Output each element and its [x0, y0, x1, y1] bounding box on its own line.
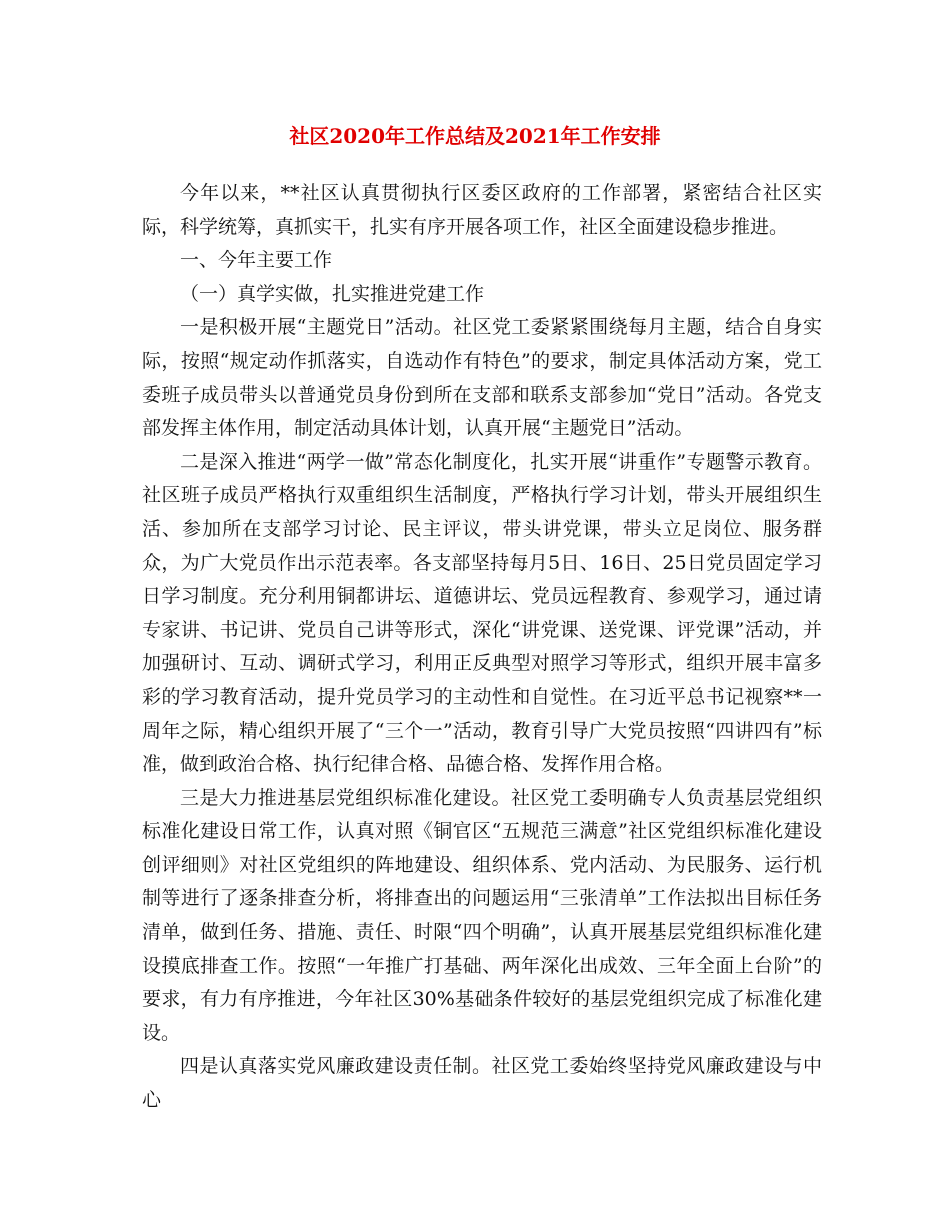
document-title: 社区2020年工作总结及2021年工作安排: [289, 124, 661, 148]
paragraph-intro: 今年以来，**社区认真贯彻执行区委区政府的工作部署，紧密结合社区实际，科学统筹，真抓实干，扎实有序开展各项工作，社区全面建设稳步推进。: [142, 182, 822, 238]
paragraph-integrity: 四是认真落实党风廉政建设责任制。社区党工委始终坚持党风廉政建设与中心: [142, 1055, 822, 1112]
subsection-heading: （一）真学实做，扎实推进党建工作: [180, 282, 485, 305]
paragraph-theme-party-day: 一是积极开展“主题党日”活动。社区党工委紧紧围绕每月主题，结合自身实际，按照“规定动作抓落实，自选动作有特色”的要求，制定具体活动方案，党工委班子成员带头以普通党员身份到所在支部和联系支部参加“党日”活动。各党支部发挥主体作用，制定活动具体计划，认真开展“主题党日”活动。: [142, 316, 822, 440]
section-heading: 一、今年主要工作: [180, 249, 333, 272]
paragraph-standardization: 三是大力推进基层党组织标准化建设。社区党工委明确专人负责基层党组织标准化建设日常工作，认真对照《铜官区“五规范三满意”社区党组织标准化建设创评细则》对社区党组织的阵地建设、组织体系、党内活动、为民服务、运行机制等进行了逐条排查分析，将排查出的问题运用“三张清单”工作法拟出目标任务清单，做到任务、措施、责任、时限“四个明确”，认真开展基层党组织标准化建设摸底排查工作。按照“一年推广打基础、两年深化出成效、三年全面上台阶”的要求，有力有序推进，今年社区30%基础条件较好的基层党组织完成了标准化建设。: [142, 786, 822, 1044]
paragraph-two-studies: 二是深入推进“两学一做”常态化制度化，扎实开展“讲重作”专题警示教育。社区班子成员严格执行双重组织生活制度，严格执行学习计划，带头开展组织生活、参加所在支部学习讨论、民主评议，带头讲党课，带头立足岗位、服务群众，为广大党员作出示范表率。各支部坚持每月5日、16日、25日党员固定学习日学习制度。充分利用铜都讲坛、道德讲坛、党员远程教育、参观学习，通过请专家讲、书记讲、党员自己讲等形式，深化“讲党课、送党课、评党课”活动，并加强研讨、互动、调研式学习，利用正反典型对照学习等形式，组织开展丰富多彩的学习教育活动，提升党员学习的主动性和自觉性。在习近平总书记视察**一周年之际，精心组织开展了“三个一”活动，教育引导广大党员按照“四讲四有”标准，做到政治合格、执行纪律合格、品德合格、发挥作用合格。: [142, 450, 822, 776]
document-body: [142, 177, 822, 1118]
